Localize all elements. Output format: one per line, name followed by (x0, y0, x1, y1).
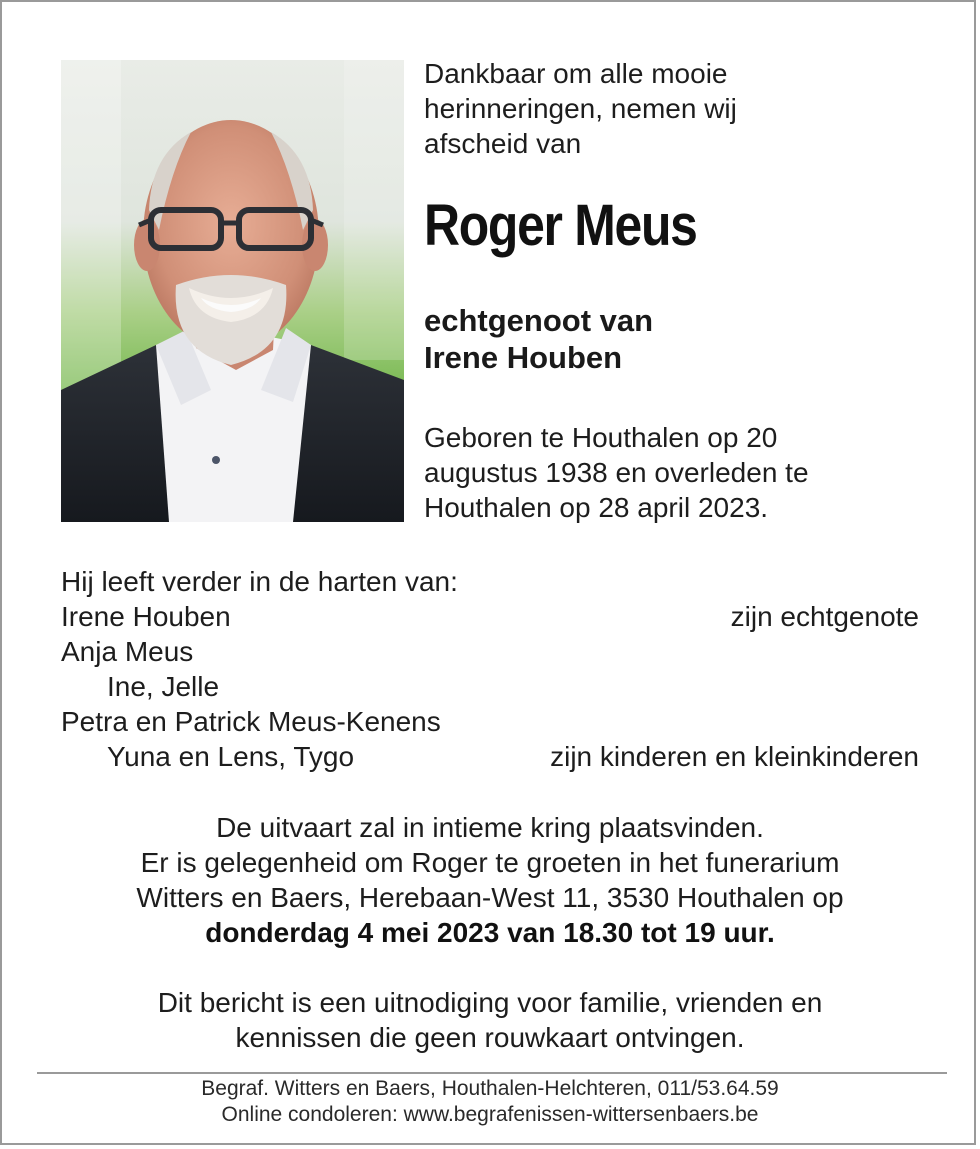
family-row (61, 599, 921, 634)
intro-line: afscheid van (424, 128, 582, 159)
born-line: Geboren te Houthalen op 20 (424, 422, 778, 453)
undertaker-contact: Begraf. Witters en Baers, Houthalen-Helchteren, 011/53.64.59 (201, 1077, 779, 1100)
intro-line: herinneringen, nemen wij (424, 93, 737, 124)
family-member-name: Ine, Jelle (107, 671, 220, 702)
note-line: Dit bericht is een uitnodiging voor familie, vrienden en (157, 987, 823, 1018)
family-list (61, 564, 921, 774)
intro-line: Dankbaar om alle mooie (424, 58, 728, 89)
family-member-name: Petra en Patrick Meus-Kenens (61, 706, 441, 737)
deceased-name: Roger Meus (424, 193, 697, 258)
funeral-line: Er is gelegenheid om Roger te groeten in het funerarium (140, 847, 840, 878)
online-condolence-link[interactable]: Online condoleren: www.begrafenissen-wittersenbaers.be (221, 1103, 759, 1126)
family-member-name: Yuna en Lens, Tygo (107, 741, 355, 772)
family-row (61, 669, 921, 704)
family-row (61, 739, 921, 774)
funeral-date: donderdag 4 mei 2023 van 18.30 tot 19 uur. (205, 917, 775, 948)
family-row (61, 634, 921, 669)
invitation-note (2, 985, 978, 1055)
spouse-line: echtgenoot van (424, 303, 654, 338)
spouse-text (424, 302, 653, 376)
funeral-line: Witters en Baers, Herebaan-West 11, 3530 Houthalen op (136, 882, 844, 913)
born-line: Houthalen op 28 april 2023. (424, 492, 769, 523)
family-member-name: Irene Houben (61, 601, 231, 632)
footer (2, 1076, 978, 1128)
family-member-name: Anja Meus (61, 636, 194, 667)
family-heading: Hij leeft verder in de harten van: (61, 566, 458, 597)
born-line: augustus 1938 en overleden te (424, 457, 809, 488)
footer-divider (37, 1072, 947, 1074)
family-relation: zijn echtgenote (730, 601, 919, 632)
spouse-line: Irene Houben (424, 340, 623, 375)
funeral-info (2, 810, 978, 950)
funeral-line: De uitvaart zal in intieme kring plaatsvinden. (216, 812, 764, 843)
birth-death-text (424, 420, 809, 525)
intro-text (424, 56, 944, 161)
portrait-photo (61, 60, 404, 522)
note-line: kennissen die geen rouwkaart ontvingen. (235, 1022, 745, 1053)
family-row (61, 704, 921, 739)
family-relation: zijn kinderen en kleinkinderen (550, 741, 919, 772)
